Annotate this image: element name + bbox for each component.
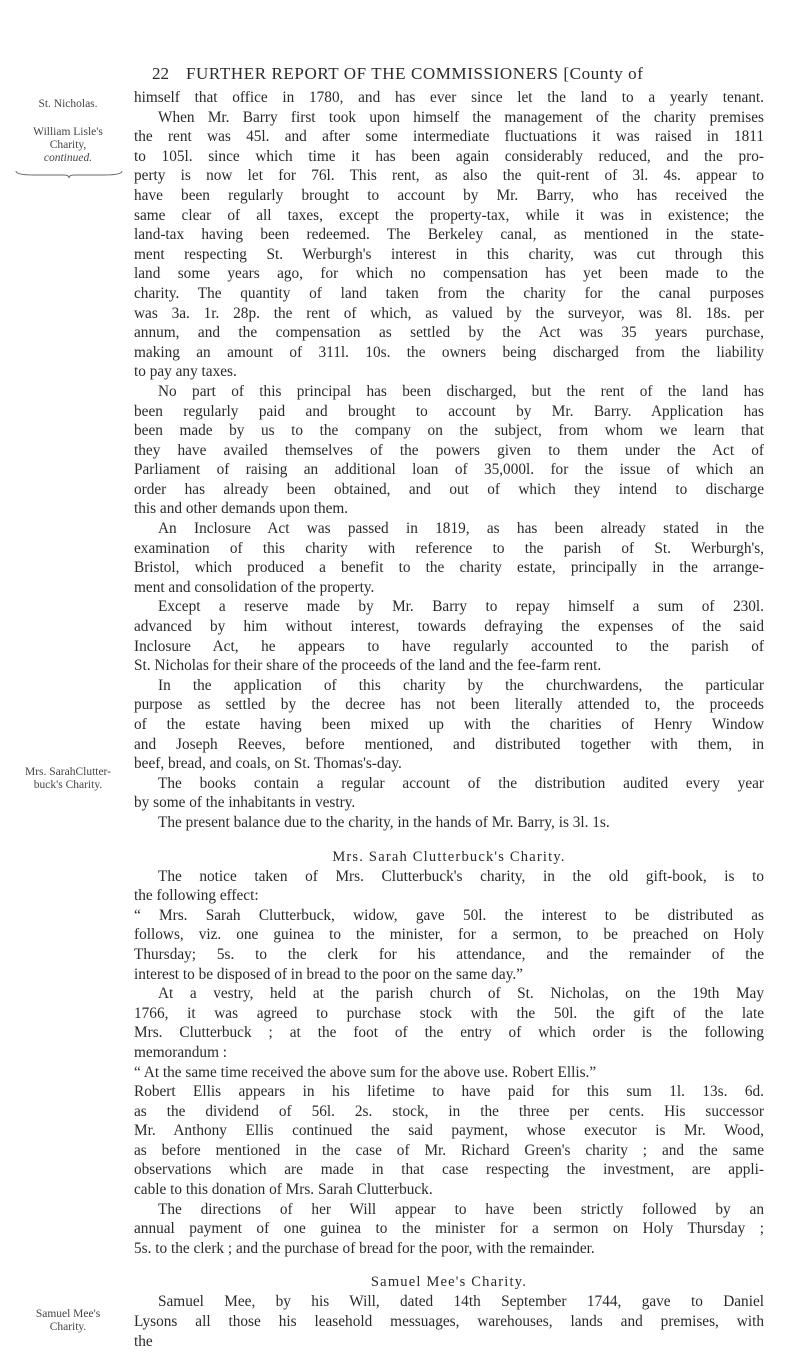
text-line: Except a reserve made by Mr. Barry to repay himself a sum of 230l. <box>158 598 764 616</box>
text-line: At a vestry, held at the parish church of St. Nicholas, on the 19th May <box>158 985 764 1003</box>
page-header <box>0 64 800 90</box>
margin-note-text: Charity, <box>49 139 87 151</box>
text-line: been made by us to the company on the subject, from whom we learn that <box>134 422 764 440</box>
text-line: land some years ago, for which no compensation has yet been made to the <box>134 265 764 283</box>
text-line: “ At the same time received the above sum for the above use. Robert Ellis.” <box>134 1063 597 1081</box>
text-line: by some of the inhabitants in vestry. <box>134 794 356 812</box>
section-clutterbuck <box>134 867 764 1259</box>
text-line: been regularly paid and brought to account by Mr. Barry. Application has <box>134 402 764 420</box>
text-line: charity. The quantity of land taken from the charity for the canal purposes <box>134 284 764 302</box>
margin-brace-icon <box>14 170 124 178</box>
margin-note-text: Samuel Mee's <box>35 1308 101 1320</box>
text-line: In the application of this charity by the churchwardens, the particular <box>158 676 764 694</box>
main-text <box>134 88 764 1351</box>
text-line: this and other demands upon them. <box>134 500 349 518</box>
text-line: the <box>134 1332 153 1350</box>
text-line: Mrs. Clutterbuck ; at the foot of the entry of which order is the following <box>134 1024 764 1042</box>
text-line: No part of this principal has been discharged, but the rent of the land has <box>158 382 764 400</box>
text-line: Thursday; 5s. to the clerk for his attendance, and the remainder of the <box>134 945 764 963</box>
text-line: The directions of her Will appear to have been strictly followed by an <box>158 1200 764 1218</box>
margin-note-text: William Lisle's <box>33 126 103 138</box>
text-line: Robert Ellis appears in his lifetime to have paid for this sum 1l. 13s. 6d. <box>134 1083 764 1101</box>
text-line: Lysons all those his leasehold messuages, warehouses, lands and premises, with <box>134 1313 764 1331</box>
section-mee <box>134 1292 764 1351</box>
text-line: Bristol, which produced a benefit to the charity estate, principally in the arrange- <box>134 559 764 577</box>
text-line: as before mentioned in the case of Mr. Richard Green's charity ; and the same <box>134 1141 764 1159</box>
text-line: The notice taken of Mrs. Clutterbuck's charity, in the old gift-book, is to <box>158 867 764 885</box>
text-line: was 3a. 1r. 28p. the rent of which, as valued by the surveyor, was 8l. 18s. per <box>134 304 764 322</box>
text-line: The books contain a regular account of the distribution audited every year <box>158 774 764 792</box>
text-line: order has already been obtained, and out of which they intend to discharge <box>134 480 764 498</box>
margin-note-text: St. Nicholas. <box>38 98 98 110</box>
margin-note-clutterbuck <box>18 766 118 792</box>
text-line: 1766, it was agreed to purchase stock with the 50l. the gift of the late <box>134 1004 764 1022</box>
text-line: himself that office in 1780, and has ever since let the land to a yearly tenant. <box>134 89 764 106</box>
margin-note-text: buck's Charity. <box>33 779 103 791</box>
margin-note-mee <box>18 1308 118 1334</box>
running-title: FURTHER REPORT OF THE COMMISSIONERS [County of <box>186 64 644 83</box>
margin-note-st-nicholas <box>18 98 118 111</box>
text-line: same clear of all taxes, except the property-tax, while it was in existence; the <box>134 206 764 224</box>
text-line: making an amount of 311l. 10s. the owners being discharged from the liability <box>134 343 764 361</box>
text-line: interest to be disposed of in bread to the poor on the same day.” <box>134 965 523 983</box>
text-line: cable to this donation of Mrs. Sarah Clutterbuck. <box>134 1181 433 1199</box>
text-line: “ Mrs. Sarah Clutterbuck, widow, gave 50l. the interest to be distributed as <box>134 906 764 924</box>
text-line: annual payment of one guinea to the minister for a sermon on Holy Thursday ; <box>134 1220 764 1238</box>
text-line: Mr. Anthony Ellis continued the said payment, whose executor is Mr. Wood, <box>134 1122 764 1140</box>
section-lisle-continued <box>134 88 764 833</box>
text-line: When Mr. Barry first took upon himself the management of the charity premises <box>158 108 764 126</box>
margin-note-text: Mrs. SarahClutter- <box>24 766 111 778</box>
text-line: Samuel Mee, by his Will, dated 14th September 1744, gave to Daniel <box>158 1293 764 1311</box>
text-line: beef, bread, and coals, on St. Thomas's-day. <box>134 755 402 773</box>
text-line: they have availed themselves of the powers given to them under the Act of <box>134 441 764 459</box>
text-line: ment respecting St. Werburgh's interest in this charity, was cut through this <box>134 245 764 263</box>
text-line: and Joseph Reeves, before mentioned, and distributed together with them, in <box>134 735 764 753</box>
text-line: ment and consolidation of the property. <box>134 578 375 596</box>
margin-note-text: Charity. <box>49 1321 87 1333</box>
text-line: The present balance due to the charity, in the hands of Mr. Barry, is 3l. 1s. <box>158 813 610 831</box>
text-line: Parliament of raising an additional loan of 35,000l. for the issue of which an <box>134 461 764 479</box>
heading-mee: Samuel Mee's Charity. <box>370 1274 528 1291</box>
margin-note-lisle <box>18 126 118 165</box>
text-line: advanced by him without interest, towards defraying the expenses of the said <box>134 618 764 636</box>
text-line: to pay any taxes. <box>134 363 237 381</box>
text-line: Inclosure Act, he appears to have regularly accounted to the parish of <box>134 637 764 655</box>
text-line: the rent was 45l. and after some intermediate fluctuations it was raised in 1811 <box>134 128 764 146</box>
text-line: as the dividend of 56l. 2s. stock, in the three per cents. His successor <box>134 1102 764 1120</box>
text-line: have been regularly brought to account by Mr. Barry, who has received the <box>134 186 764 204</box>
text-line: follows, viz. one guinea to the minister, for a sermon, to be preached on Holy <box>134 926 764 944</box>
margin-note-text: continued. <box>43 152 93 164</box>
text-line: purpose as settled by the decree has not been literally attended to, the proceeds <box>134 696 764 714</box>
text-line: observations which are made in that case respecting the investment, are appli- <box>134 1161 764 1179</box>
text-line: 5s. to the clerk ; and the purchase of bread for the poor, with the remainder. <box>134 1239 595 1257</box>
text-line: perty is now let for 76l. This rent, as also the quit-rent of 3l. 4s. appear to <box>134 167 764 185</box>
heading-clutterbuck: Mrs. Sarah Clutterbuck's Charity. <box>332 848 566 865</box>
text-line: memorandum : <box>134 1043 228 1061</box>
text-line: St. Nicholas for their share of the proceeds of the land and the fee-farm rent. <box>134 657 602 675</box>
text-line: land-tax having been redeemed. The Berkeley canal, as mentioned in the state- <box>134 226 764 244</box>
text-line: to 105l. since which time it has been again considerably reduced, and the pro- <box>134 147 764 165</box>
page-number: 22 <box>152 64 169 83</box>
text-line: of the estate having been mixed up with the charities of Henry Window <box>134 716 764 733</box>
text-line: annum, and the compensation as settled by the Act was 35 years purchase, <box>134 324 764 342</box>
text-line: examination of this charity with reference to the parish of St. Werburgh's, <box>134 539 764 557</box>
text-line: the following effect: <box>134 887 259 905</box>
text-line: An Inclosure Act was passed in 1819, as has been already stated in the <box>158 520 764 538</box>
